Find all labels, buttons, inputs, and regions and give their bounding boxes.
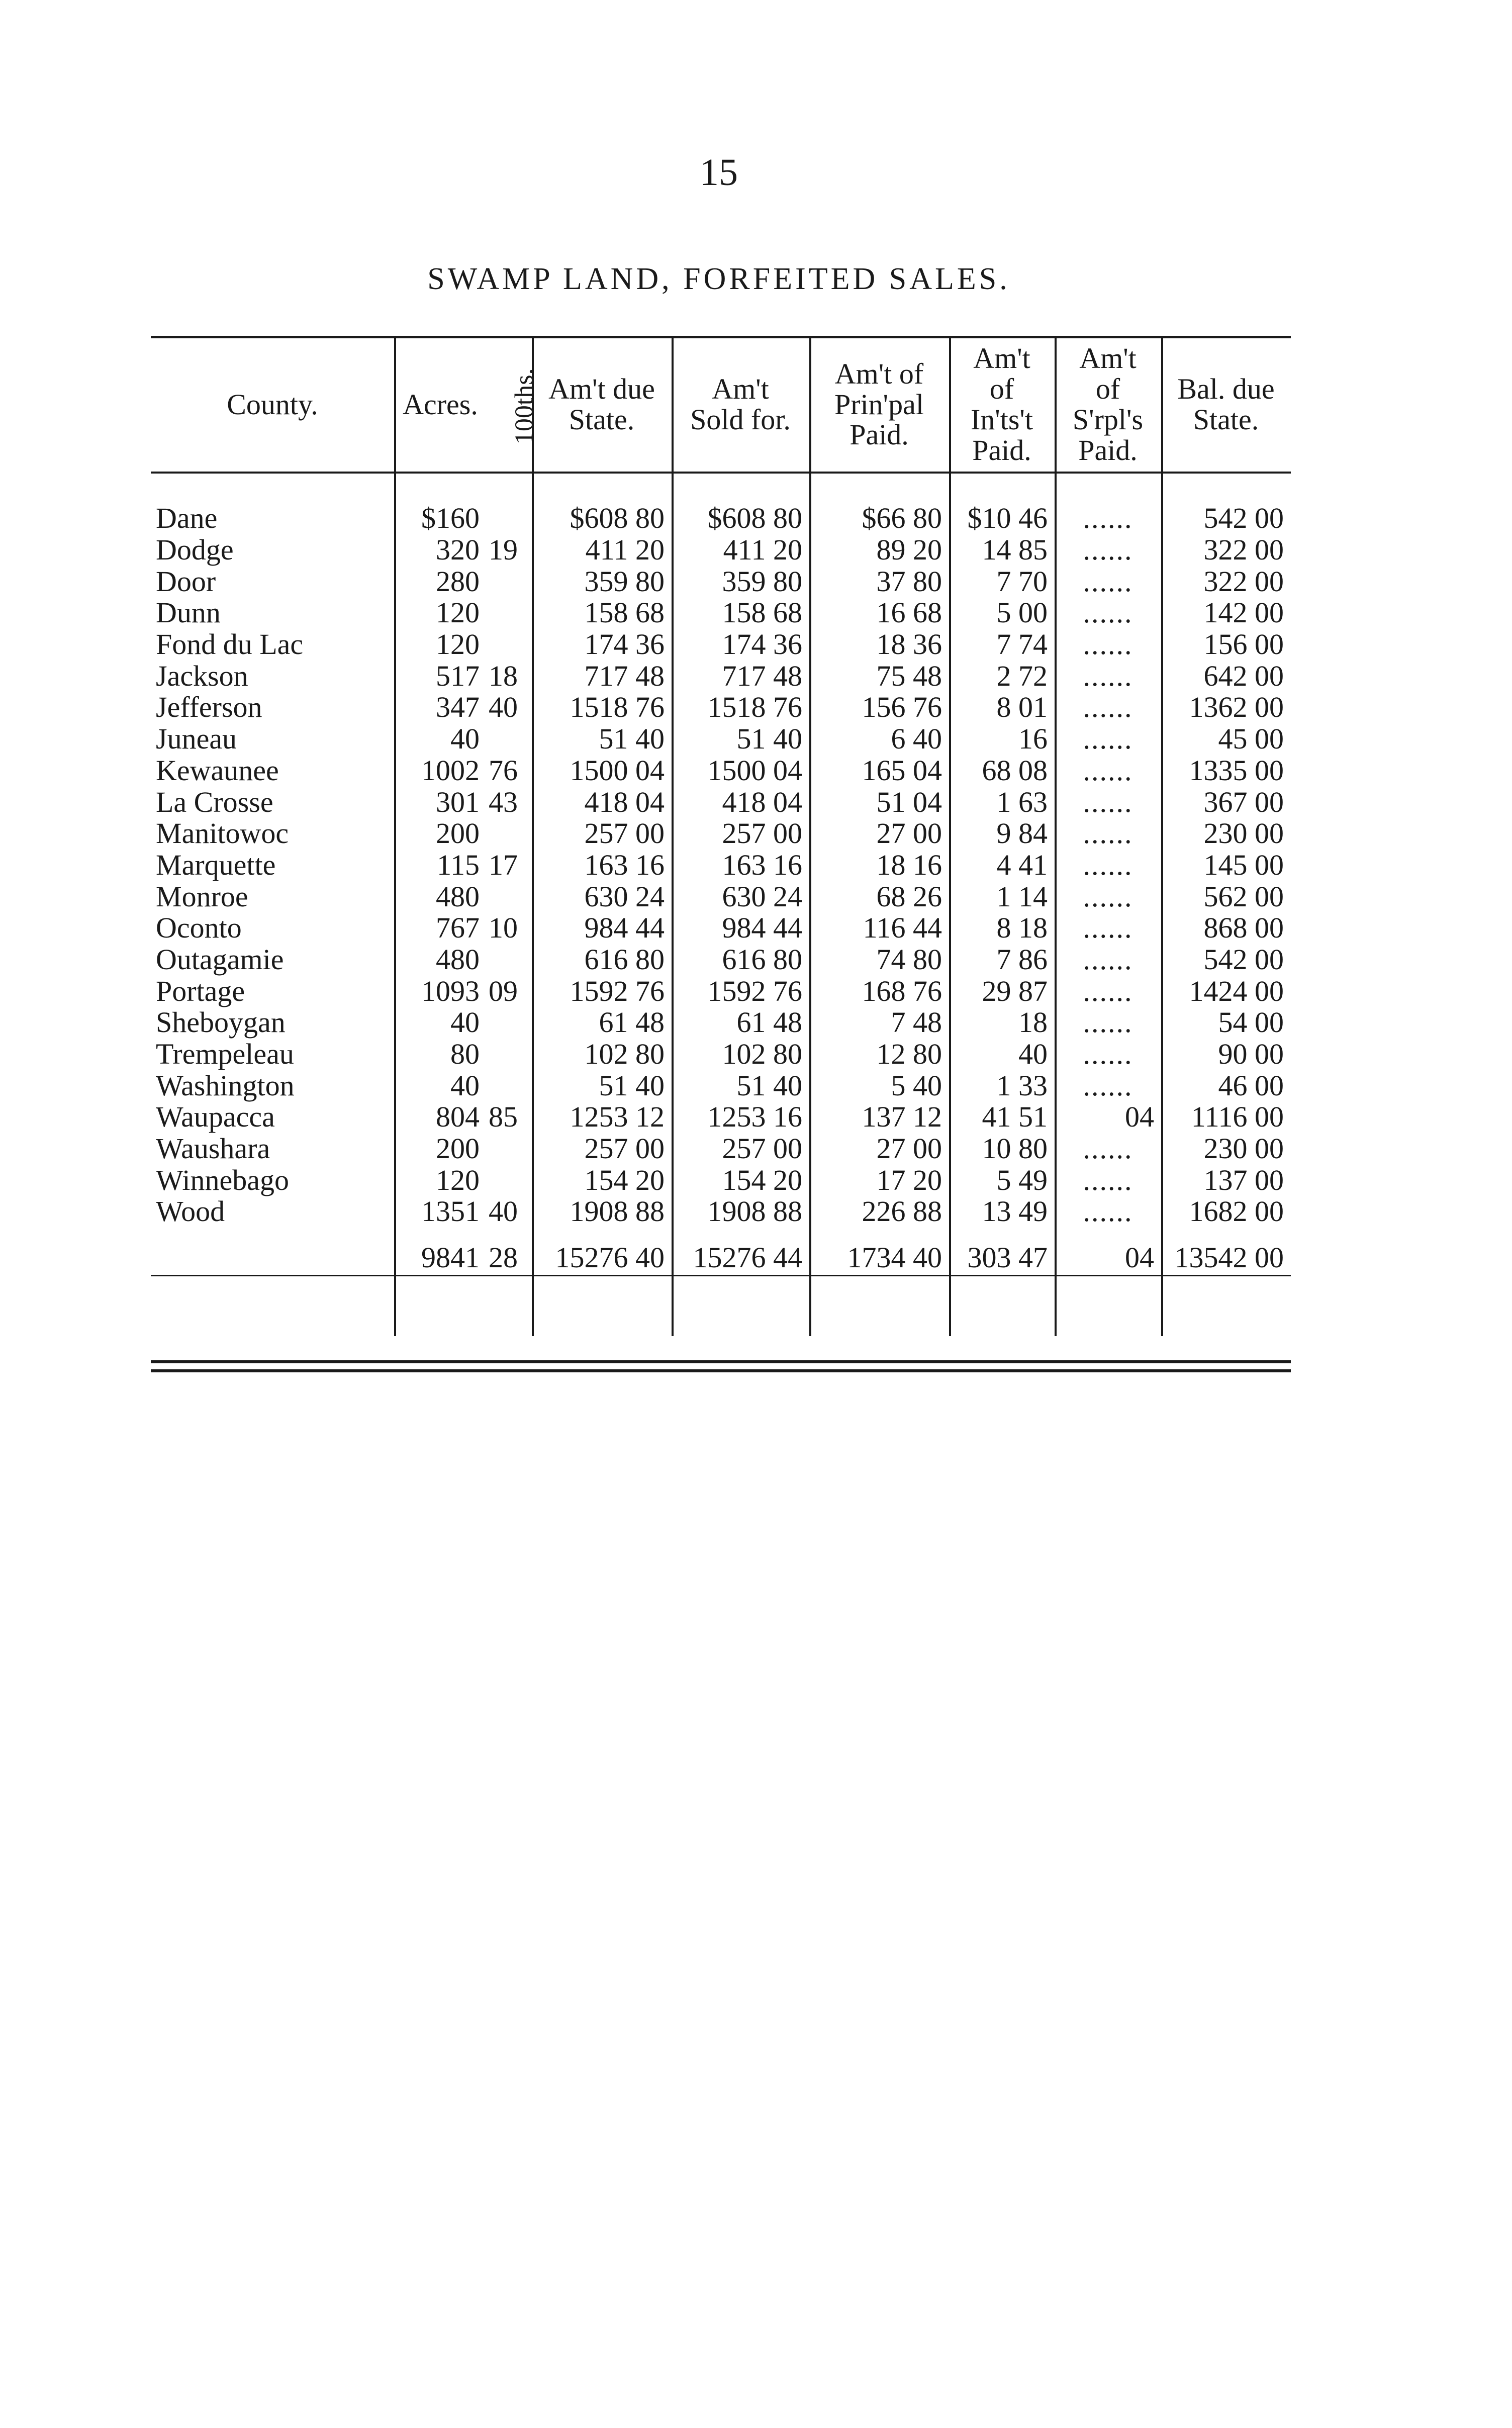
row-balance-due: 367 00: [1203, 785, 1284, 818]
row-principal-paid: 74 80: [876, 943, 942, 976]
row-interest-paid: 7 70: [996, 565, 1048, 598]
row-balance-due: 868 00: [1203, 911, 1284, 945]
row-hundredths: 10: [489, 911, 518, 945]
row-acres: 767: [436, 911, 480, 945]
row-acres: 120: [436, 1163, 480, 1196]
table-row: [151, 1196, 1291, 1228]
row-principal-paid: 68 26: [876, 880, 942, 913]
row-amt-due: 174 36: [584, 628, 665, 661]
row-surplus-paid: ......: [1083, 974, 1133, 1007]
row-hundredths: [487, 1007, 532, 1039]
totals-balance: 13542 00: [1174, 1241, 1284, 1274]
row-acres: 1093: [421, 974, 480, 1007]
row-acres: 1002: [421, 754, 480, 787]
row-surplus-paid: ......: [1083, 785, 1133, 818]
row-principal-paid: 51 04: [876, 785, 942, 818]
totals-sold: 15276 44: [693, 1241, 802, 1274]
row-amt-due: 411 20: [585, 533, 665, 567]
top-rule: [151, 336, 1291, 338]
double-rule-2: [151, 1369, 1291, 1372]
row-hundredths: 76: [489, 754, 518, 787]
row-interest-paid: 41 51: [982, 1100, 1048, 1134]
row-amt-due: 984 44: [584, 911, 665, 945]
row-principal-paid: 18 36: [876, 628, 942, 661]
row-amt-sold: 717 48: [722, 659, 802, 692]
table-row: [151, 629, 1291, 661]
row-balance-due: 156 00: [1203, 628, 1284, 661]
row-amt-due: 257 00: [584, 817, 665, 850]
totals-acres: 9841: [421, 1241, 480, 1274]
row-county: Dunn: [156, 596, 221, 629]
row-amt-due: 1908 88: [570, 1195, 665, 1228]
row-interest-paid: 4 41: [996, 848, 1048, 881]
row-surplus-paid: ......: [1083, 911, 1133, 945]
row-balance-due: 54 00: [1218, 1006, 1284, 1039]
row-balance-due: 1682 00: [1189, 1195, 1284, 1228]
row-county: Winnebago: [156, 1163, 290, 1196]
row-surplus-paid: ......: [1083, 817, 1133, 850]
row-principal-paid: 168 76: [862, 974, 942, 1007]
row-interest-paid: 10 80: [982, 1132, 1048, 1165]
row-balance-due: 142 00: [1203, 596, 1284, 629]
row-principal-paid: 137 12: [862, 1100, 942, 1134]
row-amt-sold: 257 00: [722, 1132, 802, 1165]
row-acres: 115: [437, 848, 480, 881]
row-county: Kewaunee: [156, 754, 279, 787]
page-title: SWAMP LAND, FORFEITED SALES.: [427, 262, 1010, 296]
row-county: Manitowoc: [156, 817, 289, 850]
row-amt-due: 102 80: [584, 1038, 665, 1071]
row-hundredths: 19: [489, 533, 518, 567]
header-county: County.: [227, 388, 318, 421]
row-amt-sold: $608 80: [707, 502, 802, 535]
row-balance-due: 1424 00: [1189, 974, 1284, 1007]
header-amt-principal-paid: Am't of Prin'pal Paid.: [834, 357, 924, 451]
row-acres: 301: [436, 785, 480, 818]
row-county: Washington: [156, 1069, 295, 1102]
row-amt-sold: 1518 76: [707, 691, 802, 724]
double-rule-1: [151, 1360, 1291, 1363]
row-surplus-paid: ......: [1083, 1038, 1133, 1071]
row-balance-due: 230 00: [1203, 817, 1284, 850]
row-county: Fond du Lac: [156, 628, 304, 661]
row-hundredths: 40: [489, 1195, 518, 1228]
row-county: Door: [156, 565, 216, 598]
row-principal-paid: 89 20: [876, 533, 942, 567]
totals-hundredths: 28: [489, 1241, 518, 1274]
row-acres: 40: [450, 1006, 480, 1039]
row-amt-due: 1253 12: [570, 1100, 665, 1134]
row-hundredths: [487, 503, 532, 534]
row-amt-sold: 257 00: [722, 817, 802, 850]
row-amt-sold: 984 44: [722, 911, 802, 945]
row-hundredths: 17: [489, 848, 518, 881]
row-hundredths: [487, 1039, 532, 1070]
row-surplus-paid: ......: [1083, 1132, 1133, 1165]
row-hundredths: 18: [489, 659, 518, 692]
row-amt-sold: 158 68: [722, 596, 802, 629]
table-row: [151, 534, 1291, 566]
row-interest-paid: 1 63: [996, 785, 1048, 818]
row-hundredths: 09: [489, 974, 518, 1007]
row-interest-paid: 2 72: [996, 659, 1048, 692]
totals-due: 15276 40: [555, 1241, 665, 1274]
row-county: Sheboygan: [156, 1006, 286, 1039]
row-hundredths: [487, 629, 532, 661]
table-row: [151, 818, 1291, 850]
row-amt-due: 1592 76: [570, 974, 665, 1007]
row-principal-paid: 6 40: [891, 722, 942, 756]
row-acres: $160: [421, 502, 480, 535]
row-surplus-paid: 04: [1125, 1100, 1154, 1134]
row-principal-paid: $66 80: [862, 502, 942, 535]
row-interest-paid: 13 49: [982, 1195, 1048, 1228]
header-acres: Acres.: [403, 388, 478, 421]
row-amt-sold: 359 80: [722, 565, 802, 598]
row-acres: 40: [450, 722, 480, 756]
row-acres: 480: [436, 943, 480, 976]
totals-interest: 303 47: [967, 1241, 1048, 1274]
row-amt-due: 154 20: [584, 1163, 665, 1196]
row-amt-due: 630 24: [584, 880, 665, 913]
row-balance-due: 542 00: [1203, 502, 1284, 535]
row-amt-sold: 154 20: [722, 1163, 802, 1196]
row-acres: 40: [450, 1069, 480, 1102]
row-hundredths: 40: [489, 691, 518, 724]
row-interest-paid: 29 87: [982, 974, 1048, 1007]
row-county: Waushara: [156, 1132, 270, 1165]
row-balance-due: 145 00: [1203, 848, 1284, 881]
row-balance-due: 1362 00: [1189, 691, 1284, 724]
row-amt-sold: 174 36: [722, 628, 802, 661]
row-hundredths: [487, 881, 532, 912]
row-principal-paid: 7 48: [891, 1006, 942, 1039]
row-interest-paid: 7 74: [996, 628, 1048, 661]
row-hundredths: [487, 1164, 532, 1196]
table-row: [151, 1070, 1291, 1101]
row-interest-paid: 9 84: [996, 817, 1048, 850]
row-acres: 200: [436, 817, 480, 850]
row-balance-due: 90 00: [1218, 1038, 1284, 1071]
totals-principal: 1734 40: [847, 1241, 942, 1274]
row-principal-paid: 27 00: [876, 1132, 942, 1165]
row-amt-sold: 1500 04: [707, 754, 802, 787]
row-principal-paid: 17 20: [876, 1163, 942, 1196]
row-principal-paid: 18 16: [876, 848, 942, 881]
row-balance-due: 642 00: [1203, 659, 1284, 692]
row-principal-paid: 27 00: [876, 817, 942, 850]
row-balance-due: 46 00: [1218, 1069, 1284, 1102]
row-interest-paid: 8 18: [996, 911, 1048, 945]
row-principal-paid: 156 76: [862, 691, 942, 724]
row-principal-paid: 75 48: [876, 659, 942, 692]
row-county: Dodge: [156, 533, 234, 567]
row-balance-due: 542 00: [1203, 943, 1284, 976]
row-amt-sold: 1592 76: [707, 974, 802, 1007]
row-hundredths: [487, 1070, 532, 1101]
table-row: [151, 881, 1291, 912]
ledger-body: [151, 503, 1291, 1228]
row-amt-sold: 61 48: [736, 1006, 802, 1039]
row-amt-due: 257 00: [584, 1132, 665, 1165]
row-balance-due: 1335 00: [1189, 754, 1284, 787]
forfeited-sales-table: [151, 342, 1291, 1288]
row-acres: 480: [436, 880, 480, 913]
row-surplus-paid: ......: [1083, 502, 1133, 535]
row-amt-due: $608 80: [570, 502, 665, 535]
row-amt-due: 163 16: [584, 848, 665, 881]
row-acres: 120: [436, 628, 480, 661]
row-balance-due: 1116 00: [1191, 1100, 1284, 1134]
row-interest-paid: 1 14: [996, 880, 1048, 913]
row-amt-sold: 1908 88: [707, 1195, 802, 1228]
row-amt-due: 51 40: [599, 722, 665, 756]
row-interest-paid: 14 85: [982, 533, 1048, 567]
table-row: [151, 1133, 1291, 1165]
row-balance-due: 45 00: [1218, 722, 1284, 756]
header-amt-surplus-paid: Am't of S'rpl's Paid.: [1072, 342, 1144, 466]
row-acres: 804: [436, 1100, 480, 1134]
row-county: Jackson: [156, 659, 248, 692]
row-county: Dane: [156, 502, 218, 535]
row-acres: 280: [436, 565, 480, 598]
row-amt-due: 61 48: [599, 1006, 665, 1039]
row-amt-due: 717 48: [584, 659, 665, 692]
row-balance-due: 562 00: [1203, 880, 1284, 913]
row-principal-paid: 165 04: [862, 754, 942, 787]
row-surplus-paid: ......: [1083, 659, 1133, 692]
row-county: Outagamie: [156, 943, 284, 976]
row-acres: 120: [436, 596, 480, 629]
table-row: [151, 566, 1291, 597]
table-row: [151, 723, 1291, 755]
table-row: [151, 912, 1291, 944]
row-amt-sold: 163 16: [722, 848, 802, 881]
table-row: [151, 597, 1291, 629]
row-interest-paid: 5 00: [996, 596, 1048, 629]
table-row: [151, 850, 1291, 881]
row-hundredths: [487, 597, 532, 629]
row-surplus-paid: ......: [1083, 943, 1133, 976]
row-county: Marquette: [156, 848, 276, 881]
row-surplus-paid: ......: [1083, 754, 1133, 787]
row-principal-paid: 16 68: [876, 596, 942, 629]
table-row: [151, 503, 1291, 534]
table-row: [151, 1101, 1291, 1133]
table-row: [151, 1007, 1291, 1039]
row-hundredths: [487, 944, 532, 976]
row-acres: 80: [450, 1038, 480, 1071]
row-interest-paid: 7 86: [996, 943, 1048, 976]
row-interest-paid: 40: [1018, 1038, 1048, 1071]
row-interest-paid: 16: [1018, 722, 1048, 756]
totals-row: [151, 1228, 1291, 1288]
row-surplus-paid: ......: [1083, 1163, 1133, 1196]
header-hundredths: 100ths.: [510, 368, 539, 444]
row-acres: 517: [436, 659, 480, 692]
row-surplus-paid: ......: [1083, 848, 1133, 881]
row-amt-due: 51 40: [599, 1069, 665, 1102]
row-interest-paid: 68 08: [982, 754, 1048, 787]
row-hundredths: 85: [489, 1100, 518, 1134]
row-surplus-paid: ......: [1083, 691, 1133, 724]
row-surplus-paid: ......: [1083, 565, 1133, 598]
row-county: Wood: [156, 1195, 225, 1228]
header-amt-due-state: Am't due State.: [548, 372, 655, 436]
row-amt-sold: 51 40: [736, 1069, 802, 1102]
row-interest-paid: 5 49: [996, 1163, 1048, 1196]
row-amt-due: 1500 04: [570, 754, 665, 787]
row-hundredths: [487, 1133, 532, 1165]
table-row: [151, 1039, 1291, 1070]
row-surplus-paid: ......: [1083, 628, 1133, 661]
table-row: [151, 1164, 1291, 1196]
row-acres: 347: [436, 691, 480, 724]
header-amt-sold-for: Am't Sold for.: [690, 372, 791, 436]
row-surplus-paid: ......: [1083, 1006, 1133, 1039]
row-interest-paid: 8 01: [996, 691, 1048, 724]
header-row: [151, 342, 1291, 468]
row-county: La Crosse: [156, 785, 273, 818]
row-interest-paid: 1 33: [996, 1069, 1048, 1102]
row-interest-paid: $10 46: [967, 502, 1048, 535]
row-surplus-paid: ......: [1083, 1195, 1133, 1228]
row-hundredths: [487, 566, 532, 597]
row-amt-sold: 411 20: [723, 533, 802, 567]
totals-surplus: 04: [1125, 1241, 1154, 1274]
table-row: [151, 692, 1291, 723]
page-number: 15: [700, 151, 738, 194]
row-balance-due: 322 00: [1203, 533, 1284, 567]
row-balance-due: 230 00: [1203, 1132, 1284, 1165]
row-surplus-paid: ......: [1083, 722, 1133, 756]
row-acres: 320: [436, 533, 480, 567]
row-county: Trempeleau: [156, 1038, 294, 1071]
row-acres: 200: [436, 1132, 480, 1165]
header-bal-due-state: Bal. due State.: [1177, 372, 1275, 436]
row-amt-sold: 418 04: [722, 785, 802, 818]
row-principal-paid: 37 80: [876, 565, 942, 598]
row-hundredths: 43: [489, 785, 518, 818]
row-county: Waupacca: [156, 1100, 275, 1134]
row-surplus-paid: ......: [1083, 880, 1133, 913]
row-amt-sold: 102 80: [722, 1038, 802, 1071]
row-county: Jefferson: [156, 691, 262, 724]
row-amt-sold: 616 80: [722, 943, 802, 976]
row-county: Oconto: [156, 911, 242, 945]
row-surplus-paid: ......: [1083, 533, 1133, 567]
row-amt-due: 359 80: [584, 565, 665, 598]
table-row: [151, 944, 1291, 976]
row-amt-due: 418 04: [584, 785, 665, 818]
row-amt-sold: 51 40: [736, 722, 802, 756]
row-amt-sold: 630 24: [722, 880, 802, 913]
table-row: [151, 975, 1291, 1007]
table-row: [151, 755, 1291, 787]
row-county: Monroe: [156, 880, 248, 913]
row-balance-due: 322 00: [1203, 565, 1284, 598]
row-principal-paid: 116 44: [863, 911, 942, 945]
row-principal-paid: 226 88: [862, 1195, 942, 1228]
row-county: Portage: [156, 974, 245, 1007]
table-row: [151, 786, 1291, 818]
row-hundredths: [487, 818, 532, 850]
row-principal-paid: 5 40: [891, 1069, 942, 1102]
row-balance-due: 137 00: [1203, 1163, 1284, 1196]
header-amt-interest-paid: Am't of In'ts't Paid.: [970, 342, 1033, 466]
row-county: Juneau: [156, 722, 237, 756]
row-surplus-paid: ......: [1083, 1069, 1133, 1102]
row-amt-sold: 1253 16: [707, 1100, 802, 1134]
table-row: [151, 660, 1291, 692]
row-hundredths: [487, 723, 532, 755]
row-amt-due: 158 68: [584, 596, 665, 629]
row-amt-due: 616 80: [584, 943, 665, 976]
row-amt-due: 1518 76: [570, 691, 665, 724]
row-acres: 1351: [421, 1195, 480, 1228]
totals-label: [151, 1228, 394, 1288]
row-surplus-paid: ......: [1083, 596, 1133, 629]
row-interest-paid: 18: [1018, 1006, 1048, 1039]
row-principal-paid: 12 80: [876, 1038, 942, 1071]
